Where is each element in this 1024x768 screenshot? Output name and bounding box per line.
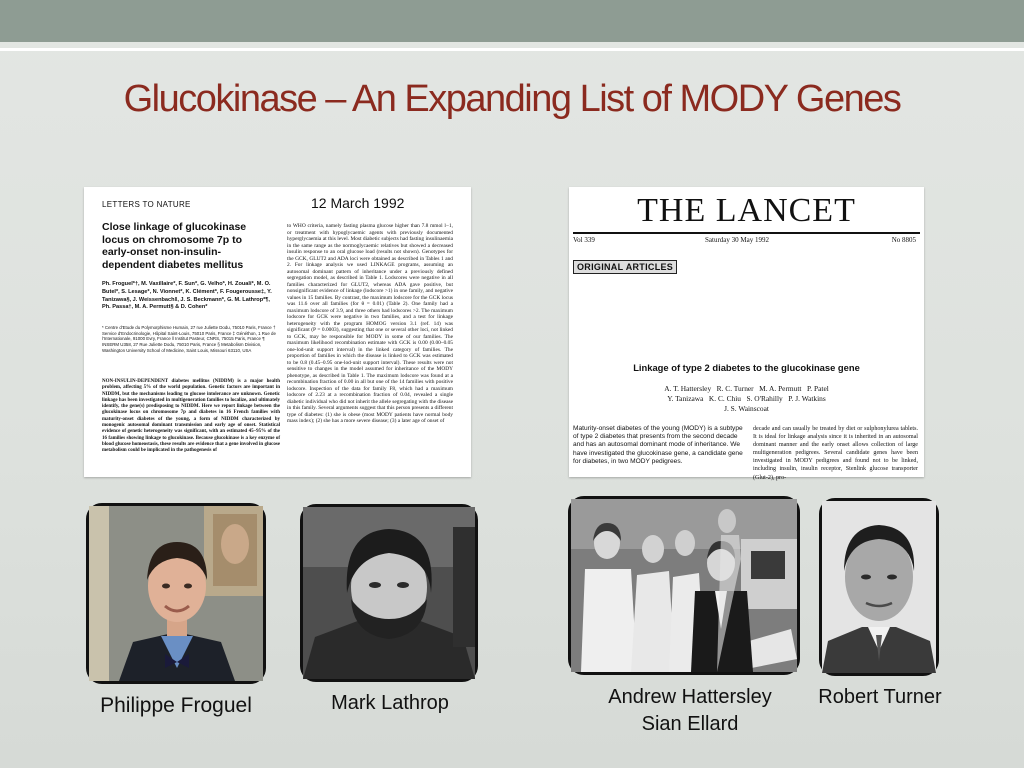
photo-andrew-hattersley-sian-ellard <box>568 496 800 675</box>
portrait-illustration <box>303 507 475 679</box>
nature-authors: Ph. Froguel*†, M. Vaxillaire*, F. Sun*, G. Velho*, H. Zouali*, M. O. Butel*, S. Lesage*, N. Vionnet*, K. Clément*, F. Fougerousse‡, Y. Tanizawa§, J. Weissenbach‖, J. S. Beckmann*, G. M. Lathrop*¶, Ph. Passa†, M. A. Permutt§ & D. Cohen* <box>102 281 272 311</box>
caption-mark-lathrop: Mark Lathrop <box>331 692 449 714</box>
lancet-masthead: THE LANCET <box>637 192 856 229</box>
portrait-illustration <box>89 506 263 681</box>
lancet-abstract: Maturity-onset diabetes of the young (MODY) is a subtype of type 2 diabetes that presents from the second decade and has an autosomal dominant mode of inheritance. We have investigated the glucokinase gene, a candidate gene for diabetes, in two MODY pedigrees. <box>573 425 743 465</box>
photo-philippe-froguel <box>86 503 266 684</box>
lancet-section-label: ORIGINAL ARTICLES <box>573 260 677 274</box>
caption-sian-ellard: Sian Ellard <box>641 713 739 735</box>
lancet-body-text: decade and can usually be treated by diet or sulphonylurea tablets. It is ideal for linkage analysis since it is inherited in an autosomal dominant manner and the early onset allows collection of large multigeneration pedigrees. Several candidate genes have been investigated in MODY pedigrees and found not to be linked, including insulin, insulin receptor, Stenlink glucose transporter (Glut-2), pro- <box>753 426 918 481</box>
caption-philippe-froguel: Philippe Froguel <box>100 694 252 717</box>
top-banner <box>0 0 1024 42</box>
slide-title: Glucokinase – An Expanding List of MODY Genes <box>123 78 901 120</box>
nature-headline: Close linkage of glucokinase locus on chromosome 7p to early-onset non-insulin-dependent diabetes mellitus <box>102 221 247 271</box>
portrait-illustration <box>822 501 936 673</box>
lancet-issue-date: Saturday 30 May 1992 <box>705 236 769 244</box>
nature-section-label: LETTERS TO NATURE <box>102 200 191 209</box>
lancet-headline: Linkage of type 2 diabetes to the glucokinase gene <box>633 362 860 373</box>
lancet-authors-line-3: J. S. Wainscoat <box>724 404 769 413</box>
lancet-volume: Vol 339 <box>573 236 595 244</box>
nature-abstract: NON-INSULIN-DEPENDENT diabetes mellitus (NIDDM) is a major health problem, affecting 5% of the world population. Genetic factors are important in NIDDM, but the mechanisms leading to glucose intolerance are unknown. Genetic linkage has been investigated in multigeneration families to localize, and ultimately identify, the gene(s) predisposing to NIDDM. Here we report linkage between the glucokinase locus on chromosome 7p and diabetes in 16 French families with maturity-onset diabetes of the young, a form of NIDDM characterized by monogenic autosomal dominant transmission and early age of onset. Statistical evidence of genetic heterogeneity was significant, with an estimated 45–95% of the 16 families showing linkage to glucokinase. Because glucokinase is a key enzyme of blood glucose homeostasis, these results are evidence that a gene involved in glucose metabolism could be implicated in the pathogenesis of <box>102 379 281 454</box>
top-divider-line <box>0 48 1024 51</box>
lancet-issue-number: No 8805 <box>891 236 916 244</box>
nature-body-text: to WHO criteria, namely fasting plasma glucose higher than 7.8 mmol l−1, or treatment with hypoglycaemic agents with previously documented hyperglycaemia at this level. Most diabetic subjects had fasting insulinaemia in the same range as the normoglycaemic relatives but showed a decreased insulin response to an oral glucose load (results not shown). Genotypes for the GCK, GLUT2 and ADA loci were obtained as described in Tables 1 and 2. For linkage analysis we used LINKAGE programs, assuming an autosomal dominant pattern of inheritance under a previously defined segregation model, as described in Table 1. Lodscores were negative in all families characterized for GLUT2, whereas ADA gave positive, but nonsignificant evidence of linkage (lodscore >1) in one family, and negative values in 15 families. By contrast, the maximum lodscore for the GCK locus was 11.6 over all families (for θ = 0.01) (Table 2). One family had a maximum lodscore of 3.9, and three others had lodscores >2. The maximum lodscore for GCK were negative in two families, and a test for linkage heterogeneity with the program HOMOG version 3.1 (ref. 14) was significant (P = 0.0003), suggesting that one or several other loci, not linked to GCK, may be responsible for MODY in some of our families. The maximum likelihood recombination estimate with GCK is 0.00 (0.00–0.05 one-lod-unit support interval) in the linked category of families. The proportion of families in which the disease is linked to GCK was estimated to be 0.8 (0.45–0.95 one-lod-unit support interval). These results were not sensitive to changes in the model assumed for inheritance of the MODY phenotype, as described in Table 1. The maximum lodscore was found at a recombination fraction of 0.00 in all but one of the 14 families with positive lodscore. Inspection of the data for family F8, which had a maximum lodscore of 2.23 at a recombination fraction of 0.04, revealed a single diabetic individual who did not inherit the allele segregating with the disease in this family. Several arguments suggest that this person presents a different type of diabetes: (1) she is obese (most MODY patients have normal body mass index); (2) she has a more severe disease; (3) a later age of onset of <box>287 223 453 424</box>
lancet-masthead-rule <box>573 232 920 234</box>
lancet-authors-line-1: A. T. Hattersley R. C. Turner M. A. Permutt P. Patel <box>664 384 829 393</box>
lancet-article-clipping <box>569 187 924 481</box>
nature-affiliations: * Centre d'Etude du Polymorphisme Humain, 27 rue Juliette Dodu, 75010 Paris, France † Service d'Endocrinologie, Hôpital Saint-Louis, 75010 Paris, France ‡ Généthon, 1 Rue de l'Internationale, 91000 Evry, France ‖ Institut Pasteur, CNRS, 75015 Paris, France ¶ INSERM U358, 27 Rue Juliette Dodu, 75010 Paris, France § Metabolism Division, Washington University School of Medicine, Saint Louis, Missouri 63110, USA <box>102 325 276 353</box>
photo-mark-lathrop <box>300 504 478 682</box>
lancet-authors-line-2: Y. Tanizawa K. C. Chiu S. O'Rahilly P. J. Watkins <box>667 394 826 403</box>
caption-robert-turner: Robert Turner <box>818 686 942 708</box>
group-photo-illustration <box>571 499 797 672</box>
caption-andrew-hattersley: Andrew Hattersley <box>608 686 772 708</box>
nature-article-clipping <box>84 187 471 477</box>
nature-date: 12 March 1992 <box>311 195 405 211</box>
photo-robert-turner <box>819 498 939 676</box>
